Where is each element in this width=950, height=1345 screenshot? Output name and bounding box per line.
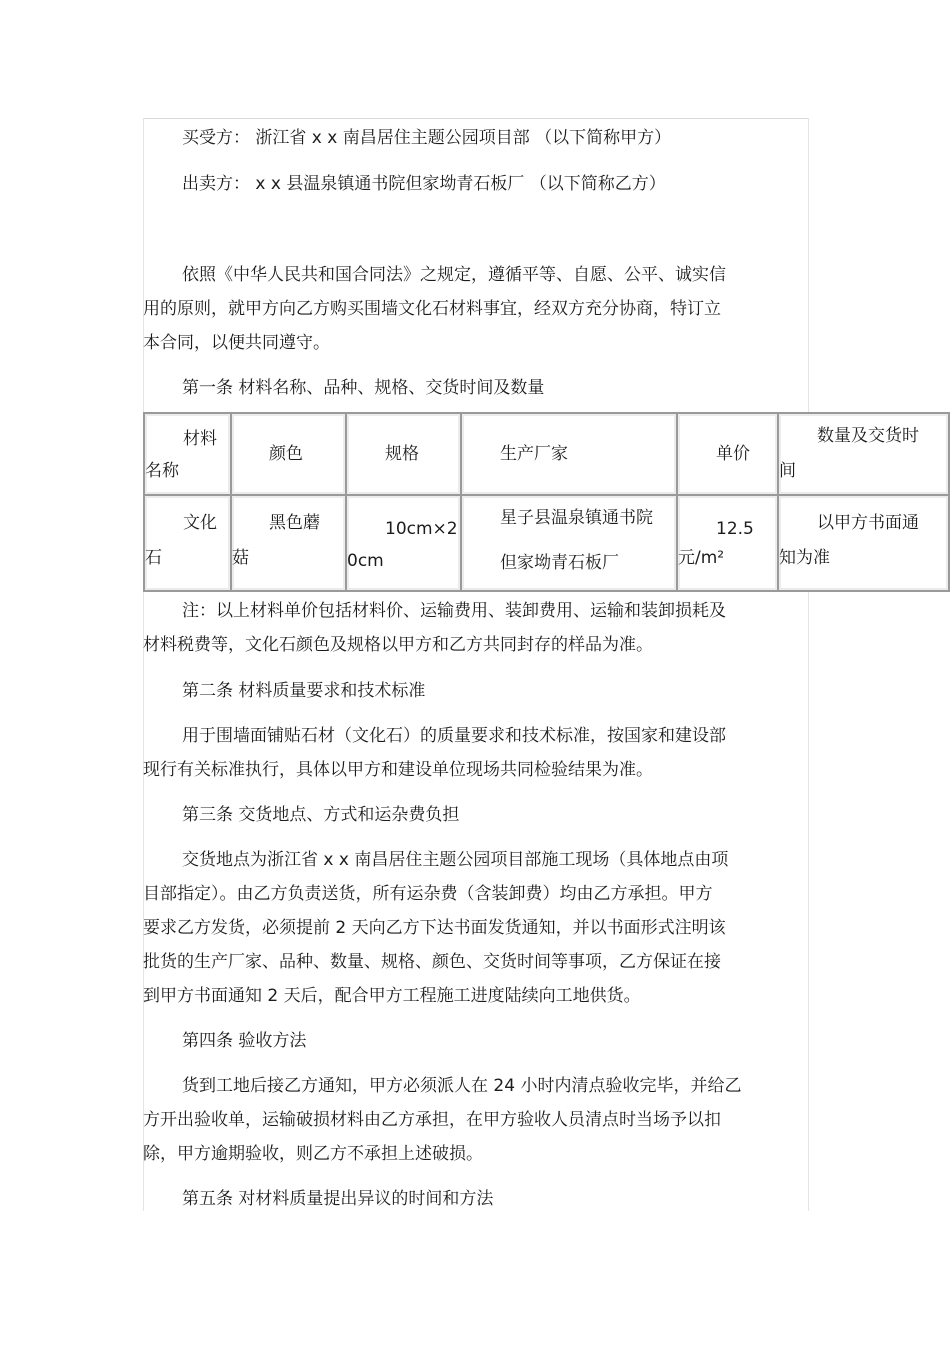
article-3-line-2: 目部指定）。由乙方负责送货，所有运杂费（含装卸费）均由乙方承担。甲方	[143, 884, 713, 904]
header-cell-spec: 规格	[346, 413, 461, 495]
seller-line: 出卖方： x x 县温泉镇通书院但家坳青石板厂 （以下简称乙方）	[182, 174, 666, 194]
materials-table	[143, 412, 950, 592]
header-cell-color: 颜色	[231, 413, 346, 495]
intro-line-1: 依照《中华人民共和国合同法》之规定，遵循平等、自愿、公平、诚实信	[182, 265, 726, 285]
article-4-line-1: 货到工地后接乙方通知，甲方必须派人在 24 小时内清点验收完毕，并给乙	[182, 1076, 742, 1096]
header-cell-qty: 数量及交货时 间	[778, 413, 949, 495]
buyer-line: 买受方： 浙江省 x x 南昌居住主题公园项目部 （以下简称甲方）	[182, 128, 672, 148]
cell-spec: 10cm×2 0cm	[346, 495, 461, 591]
article-3-line-1: 交货地点为浙江省 x x 南昌居住主题公园项目部施工现场（具体地点由项	[182, 850, 729, 870]
note-line-2: 材料税费等，文化石颜色及规格以甲方和乙方共同封存的样品为准。	[143, 635, 653, 655]
note-line-1: 注：以上材料单价包括材料价、运输费用、装卸费用、运输和装卸损耗及	[182, 601, 726, 621]
article-3-line-4: 批货的生产厂家、品种、数量、规格、颜色、交货时间等事项，乙方保证在接	[143, 952, 721, 972]
article-3-line-5: 到甲方书面通知 2 天后，配合甲方工程施工进度陆续向工地供货。	[143, 986, 641, 1006]
cell-color: 黑色蘑 菇	[231, 495, 346, 591]
header-cell-price: 单价	[677, 413, 778, 495]
article-4-line-3: 除，甲方逾期验收，则乙方不承担上述破损。	[143, 1144, 483, 1164]
header-cell-name: 材料 名称	[144, 413, 231, 495]
article-5-title: 第五条 对材料质量提出异议的时间和方法	[182, 1189, 494, 1209]
table-header-row	[144, 413, 949, 495]
table-row	[144, 495, 949, 591]
cell-name: 文化 石	[144, 495, 231, 591]
article-2-line-1: 用于围墙面铺贴石材（文化石）的质量要求和技术标准，按国家和建设部	[182, 726, 726, 746]
article-2-line-2: 现行有关标准执行，具体以甲方和建设单位现场共同检验结果为准。	[143, 760, 653, 780]
article-4-line-2: 方开出验收单，运输破损材料由乙方承担，在甲方验收人员清点时当场予以扣	[143, 1110, 721, 1130]
article-2-title: 第二条 材料质量要求和技术标准	[182, 681, 426, 701]
cell-price: 12.5 元/m²	[677, 495, 778, 591]
cell-maker: 星子县温泉镇通书院 但家坳青石板厂	[461, 495, 677, 591]
header-cell-maker: 生产厂家	[461, 413, 677, 495]
article-3-title: 第三条 交货地点、方式和运杂费负担	[182, 805, 460, 825]
article-4-title: 第四条 验收方法	[182, 1031, 307, 1051]
intro-line-2: 用的原则，就甲方向乙方购买围墙文化石材料事宜，经双方充分协商，特订立	[143, 299, 721, 319]
cell-qty: 以甲方书面通 知为准	[778, 495, 949, 591]
article-3-line-3: 要求乙方发货，必须提前 2 天向乙方下达书面发货通知，并以书面形式注明该	[143, 918, 726, 938]
article-1-title: 第一条 材料名称、品种、规格、交货时间及数量	[182, 378, 545, 398]
intro-line-3: 本合同，以便共同遵守。	[143, 333, 330, 353]
